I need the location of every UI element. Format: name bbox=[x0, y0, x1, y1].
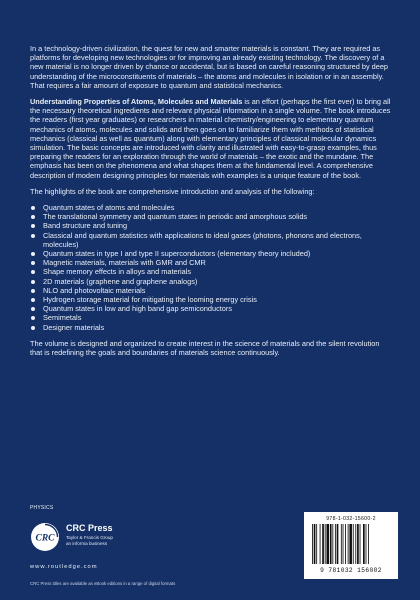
barcode-bar bbox=[330, 524, 332, 564]
list-item: Quantum states of atoms and molecules bbox=[30, 203, 392, 212]
barcode-bar bbox=[337, 524, 339, 564]
list-item: The translational symmetry and quantum states in periodic and amorphous solids bbox=[30, 212, 392, 221]
highlights-list bbox=[30, 203, 392, 332]
highlights-intro: The highlights of the book are comprehensive introduction and analysis of the following: bbox=[30, 186, 315, 196]
publisher-block bbox=[30, 518, 190, 558]
barcode-bar bbox=[363, 524, 365, 564]
list-item: Classical and quantum statistics with applications to ideal gases (photons, phonons and electrons, molecules) bbox=[30, 231, 392, 249]
list-item: Quantum states in low and high band gap semiconductors bbox=[30, 304, 392, 313]
subject-label: PHYSICS bbox=[30, 505, 54, 511]
barcode-bar bbox=[335, 524, 336, 564]
list-item: Magnetic materials, materials with GMR and CMR bbox=[30, 258, 392, 267]
barcode-bar bbox=[314, 524, 316, 564]
list-item: Semimetals bbox=[30, 313, 392, 322]
back-cover-text bbox=[30, 44, 392, 364]
barcode-bar bbox=[326, 524, 329, 564]
list-item: Shape memory effects in alloys and materials bbox=[30, 267, 392, 276]
barcode-bar bbox=[349, 524, 352, 564]
crc-logo-icon bbox=[30, 522, 60, 552]
barcode-bar bbox=[368, 524, 369, 564]
list-item: Designer materials bbox=[30, 323, 392, 332]
barcode-icon bbox=[312, 524, 390, 564]
crc-logo-text: CRC bbox=[35, 533, 55, 544]
ebook-note: CRC Press titles are available as eBook editions in a range of digital formats bbox=[30, 581, 176, 586]
barcode-bar bbox=[320, 524, 321, 564]
list-item: 2D materials (graphene and graphene analogs) bbox=[30, 277, 392, 286]
publisher-line1: Taylor & Francis Group bbox=[66, 535, 113, 540]
barcode-bar bbox=[348, 524, 349, 564]
publisher-group bbox=[66, 535, 113, 547]
book-title: Understanding Properties of Atoms, Molecules and Materials bbox=[30, 97, 243, 107]
barcode-bar bbox=[345, 524, 346, 564]
barcode-bar bbox=[357, 524, 359, 564]
list-item: Band structure and tuning bbox=[30, 221, 392, 230]
barcode-bar bbox=[316, 524, 317, 564]
barcode-bar bbox=[325, 524, 326, 564]
barcode-bar bbox=[353, 524, 354, 564]
barcode-bar bbox=[366, 524, 367, 564]
description-text: is an effort (perhaps the first ever) to bring all the necessary theoretical ingredients and relevant physical information in a single volume. The book introduces the readers (first year graduates) or researchers in material chemistry/engineering to elementary quantum mechanics of atoms, molecules and solids and then goes on to familiarize them with methods of statistical mechanics (classical as well as quantum) along with elementary principles of classical molecular dynamics simulation. The basic concepts are introduced with clarity and illustrated with easy-to-grasp examples, thus preparing the readers for an exploration through the world of materials – the exotic and the mundane. The emphasis has been on the phenomena and what shapes them at the fundamental level. A comprehensive description of modern designing principles for materials with examples is a unique feature of the book. bbox=[30, 97, 391, 180]
publisher-line2: an informa business bbox=[66, 541, 108, 546]
publisher-name: CRC Press bbox=[66, 523, 113, 533]
barcode-bar bbox=[360, 524, 361, 564]
description-paragraph bbox=[30, 97, 392, 180]
closing-paragraph: The volume is designed and organized to create interest in the science of materials and the silent revolution that is redefining the goals and boundaries of materials science continuously. bbox=[30, 338, 380, 358]
list-item: Hydrogen storage material for mitigating the looming energy crisis bbox=[30, 295, 392, 304]
intro-paragraph: In a technology-driven civilization, the quest for new and smarter materials is constant. They are required as platforms for developing new technologies or for improving an already existing technology. The discovery of a new material is no longer driven by chance or accidental, but is based on careful reasoning structured by deep understanding of the microconstituents of materials – the atoms and molecules in isolation or in an assembly. That requires a fair amount of exposure to quantum and statistical mechanics. bbox=[30, 44, 389, 90]
barcode-bar bbox=[312, 524, 313, 564]
barcode-bar bbox=[332, 524, 333, 564]
barcode-bar bbox=[355, 524, 356, 564]
website-link[interactable]: www.routledge.com bbox=[30, 564, 98, 570]
barcode-bar bbox=[343, 524, 344, 564]
barcode-bar bbox=[322, 524, 324, 564]
list-item: NLO and photovoltaic materials bbox=[30, 286, 392, 295]
barcode-digits: 9 781032 156002 bbox=[320, 567, 382, 574]
isbn-label: 978-1-032-15600-2 bbox=[326, 516, 376, 522]
barcode-bar bbox=[341, 524, 342, 564]
barcode-panel bbox=[304, 512, 398, 579]
list-item: Quantum states in type I and type II superconductors (elementary theory included) bbox=[30, 249, 392, 258]
